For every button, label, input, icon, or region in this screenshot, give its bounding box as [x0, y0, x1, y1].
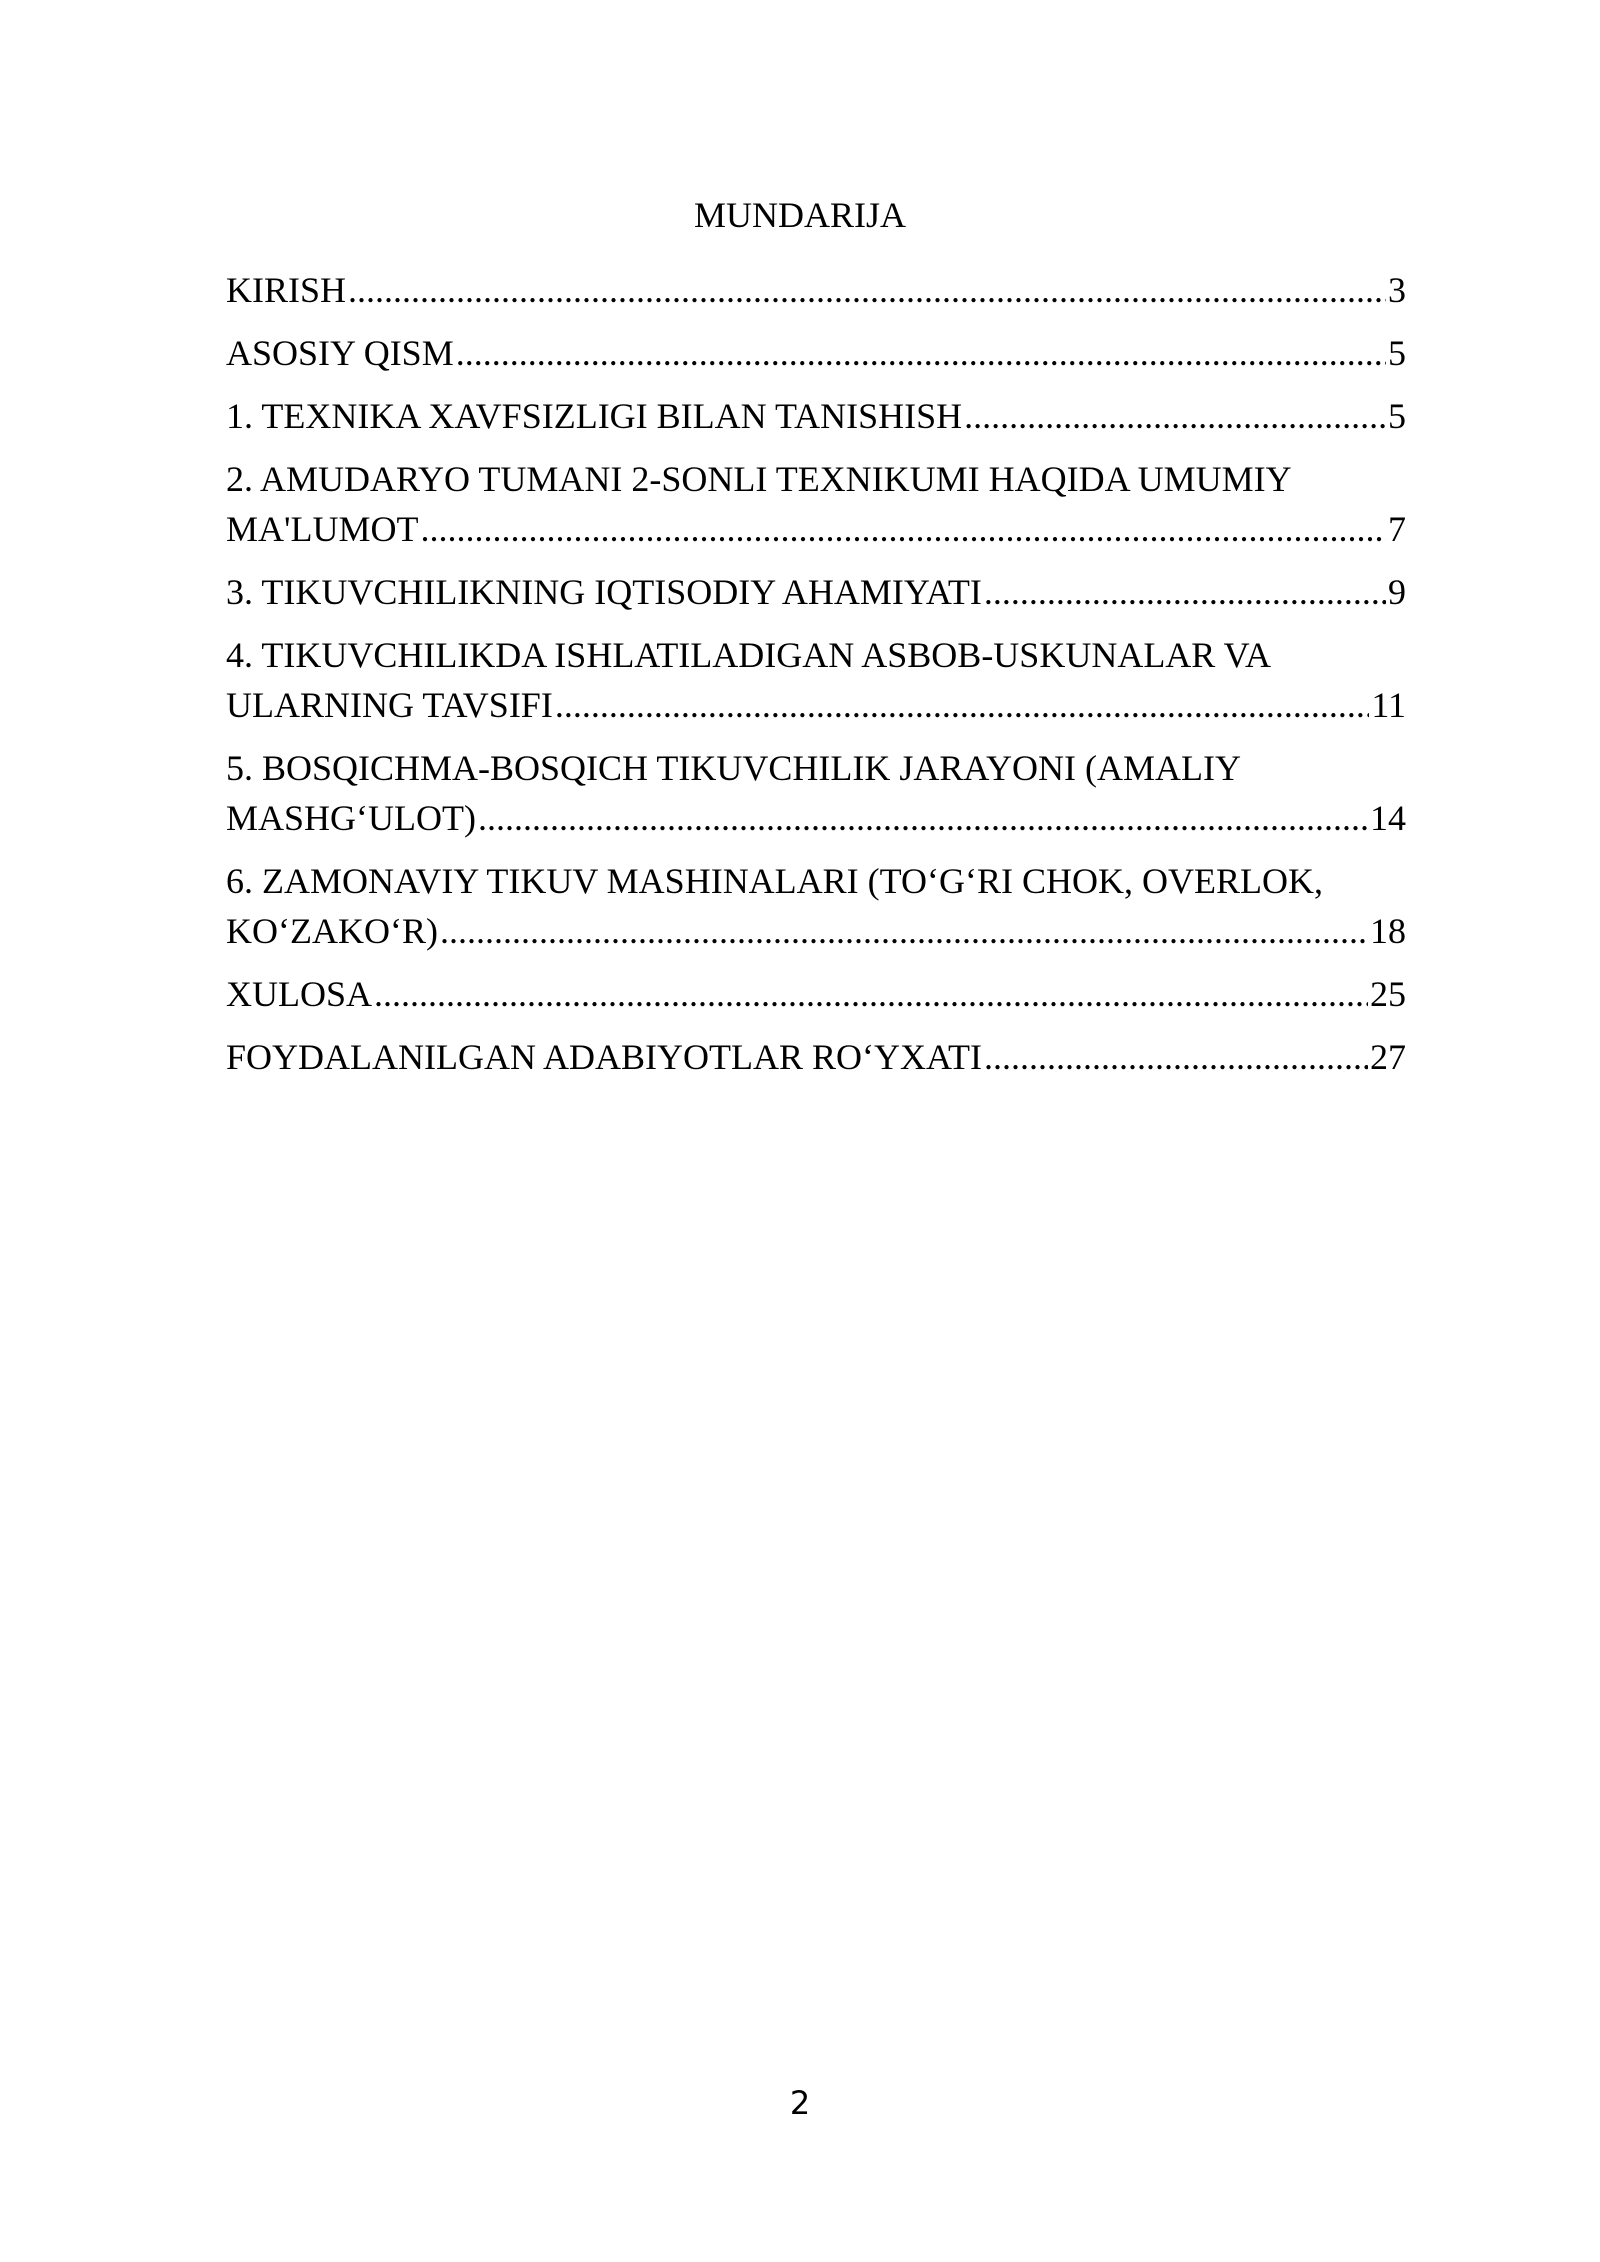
toc-page-number: 5: [1388, 333, 1406, 373]
table-of-contents: [226, 265, 1406, 1095]
toc-entry-kirish[interactable]: [226, 265, 1406, 315]
toc-page-number: 25: [1370, 974, 1406, 1014]
toc-entry-text: MA'LUMOT: [226, 509, 419, 549]
toc-entry-text: MASHG‘ULOT): [226, 798, 476, 838]
toc-page-number: 11: [1371, 685, 1406, 725]
toc-page-number: 18: [1370, 911, 1406, 951]
toc-leader-dots: [374, 969, 1368, 1019]
toc-leader-dots: [555, 680, 1370, 730]
toc-leader-dots: [984, 1032, 1368, 1082]
toc-leader-dots: [440, 906, 1368, 956]
toc-entry-section-4[interactable]: [226, 630, 1406, 730]
toc-page-number: 27: [1370, 1037, 1406, 1077]
toc-entry-text-line1: 6. ZAMONAVIY TIKUV MASHINALARI (TO‘G‘RI CHOK, OVERLOK,: [226, 861, 1323, 901]
toc-entry-section-6[interactable]: [226, 856, 1406, 956]
toc-entry-text: ULARNING TAVSIFI: [226, 685, 553, 725]
toc-entry-asosiy-qism[interactable]: [226, 328, 1406, 378]
toc-page-number: 14: [1370, 798, 1406, 838]
toc-entry-text: XULOSA: [226, 974, 373, 1014]
toc-leader-dots: [348, 265, 1386, 315]
toc-leader-dots: [984, 567, 1386, 617]
toc-entry-text-line1: 4. TIKUVCHILIKDA ISHLATILADIGAN ASBOB-USKUNALAR VA: [226, 635, 1272, 675]
toc-entry-text: FOYDALANILGAN ADABIYOTLAR RO‘YXATI: [226, 1037, 982, 1077]
toc-page-number: 9: [1388, 572, 1406, 612]
toc-entry-text-line1: 2. AMUDARYO TUMANI 2-SONLI TEXNIKUMI HAQIDA UMUMIY: [226, 459, 1292, 499]
toc-leader-dots: [478, 793, 1368, 843]
page-number: 2: [789, 2084, 811, 2122]
toc-entry-section-3[interactable]: [226, 567, 1406, 617]
toc-page-number: 5: [1388, 396, 1406, 436]
toc-entry-text: 1. TEXNIKA XAVFSIZLIGI BILAN TANISHISH: [226, 396, 963, 436]
toc-leader-dots: [964, 391, 1386, 441]
toc-leader-dots: [420, 504, 1386, 554]
toc-entry-text: 3. TIKUVCHILIKNING IQTISODIY AHAMIYATI: [226, 572, 982, 612]
toc-leader-dots: [456, 328, 1386, 378]
toc-entry-adabiyotlar[interactable]: [226, 1032, 1406, 1082]
toc-entry-text: KIRISH: [226, 270, 347, 310]
toc-entry-xulosa[interactable]: [226, 969, 1406, 1019]
toc-entry-section-2[interactable]: [226, 454, 1406, 554]
toc-title: MUNDARIJA: [693, 195, 906, 235]
toc-entry-section-1[interactable]: [226, 391, 1406, 441]
toc-page-number: 7: [1388, 509, 1406, 549]
toc-page-number: 3: [1388, 270, 1406, 310]
toc-entry-text: ASOSIY QISM: [226, 333, 454, 373]
toc-entry-text: KO‘ZAKO‘R): [226, 911, 438, 951]
toc-entry-text-line1: 5. BOSQICHMA-BOSQICH TIKUVCHILIK JARAYONI (AMALIY: [226, 748, 1242, 788]
toc-entry-section-5[interactable]: [226, 743, 1406, 843]
